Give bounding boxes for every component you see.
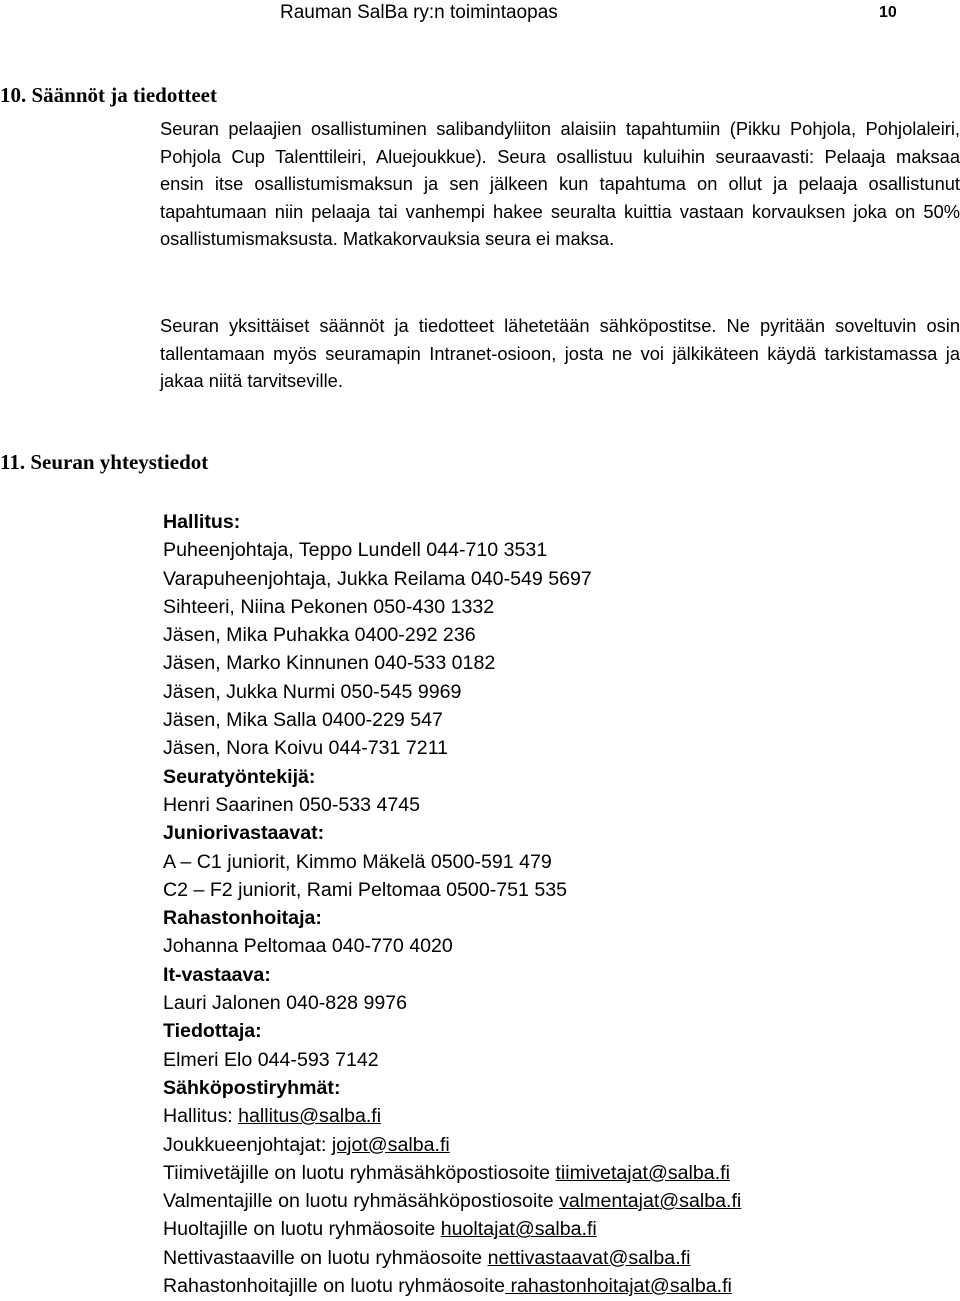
email-group-text: Tiimivetäjille on luotu ryhmäsähköpostiosoite	[163, 1161, 556, 1184]
it-vastaava-value: Lauri Jalonen 040-828 9976	[163, 992, 408, 1015]
hallitus-label: Hallitus:	[163, 511, 241, 533]
email-group-tiimivetajat	[163, 1159, 943, 1187]
email-link[interactable]: hallitus@salba.fi	[238, 1105, 382, 1128]
seuratyontekija-label: Seuratyöntekijä:	[163, 765, 316, 788]
section-10-paragraph-2	[160, 312, 960, 395]
email-group-text: Joukkueenjohtajat:	[163, 1133, 332, 1156]
board-member: Sihteeri, Niina Pekonen 050-430 1332	[163, 595, 495, 618]
board-member: Jäsen, Jukka Nurmi 050-545 9969	[163, 680, 462, 703]
board-member: Varapuheenjohtaja, Jukka Reilama 040-549 5697	[163, 567, 592, 590]
section-11-heading: 11. Seuran yhteystiedot	[0, 450, 209, 474]
email-link[interactable]: rahastonhoitajat@salba.fi	[505, 1275, 732, 1298]
email-link[interactable]: tiimivetajat@salba.fi	[555, 1161, 730, 1184]
email-group-hallitus	[163, 1102, 943, 1130]
email-group-text: Rahastonhoitajille on luotu ryhmäosoite	[163, 1275, 506, 1298]
email-link[interactable]: valmentajat@salba.fi	[559, 1190, 742, 1213]
email-group-text: Valmentajille on luotu ryhmäsähköpostiosoite	[163, 1190, 560, 1213]
email-group-huoltajat	[163, 1215, 943, 1243]
email-group-joukkueenjohtajat	[163, 1131, 943, 1159]
email-group-text: Hallitus:	[163, 1105, 239, 1128]
running-header-title: Rauman SalBa ry:n toimintaopas	[280, 2, 558, 23]
email-link[interactable]: jojot@salba.fi	[331, 1133, 450, 1156]
juniorivastaavat-label: Juniorivastaavat:	[163, 822, 325, 845]
it-vastaava-label: It-vastaava:	[163, 963, 271, 986]
board-member: Jäsen, Marko Kinnunen 040-533 0182	[163, 652, 496, 675]
tiedottaja-label: Tiedottaja:	[163, 1020, 262, 1043]
section-10-heading: 10. Säännöt ja tiedotteet	[0, 83, 217, 107]
email-link[interactable]: nettivastaavat@salba.fi	[487, 1246, 691, 1269]
board-member: Puheenjohtaja, Teppo Lundell 044-710 3531	[163, 539, 548, 562]
email-group-valmentajat	[163, 1187, 943, 1215]
rahastonhoitaja-value: Johanna Peltomaa 040-770 4020	[163, 935, 453, 958]
board-member: Jäsen, Mika Puhakka 0400-292 236	[163, 624, 476, 647]
sahkopostiryhmat-label: Sähköpostiryhmät:	[163, 1076, 341, 1099]
email-group-text: Huoltajille on luotu ryhmäosoite	[163, 1218, 441, 1241]
board-member: Jäsen, Nora Koivu 044-731 7211	[163, 737, 449, 760]
section-10-paragraph-1	[160, 115, 960, 253]
page-number: 10	[879, 4, 897, 21]
juniorivastaava-entry: C2 – F2 juniorit, Rami Peltomaa 0500-751 535	[163, 878, 568, 901]
email-group-nettivastaavat	[163, 1244, 943, 1272]
rahastonhoitaja-label: Rahastonhoitaja:	[163, 907, 322, 930]
email-group-rahastonhoitajat	[163, 1272, 943, 1300]
paragraph-text: Seuran pelaajien osallistuminen salibandyliiton alaisiin tapahtumiin (Pikku Pohjola, Pohjolaleiri, Pohjola Cup Talenttileiri, Aluejoukkue). Seura osallistuu kuluihin seuraavasti: Pelaaja maksaa ensin itse osallistumismaksun ja sen jälkeen kun tapahtuma on ollut ja pelaaja osallistunut tapahtumaan niin pelaaja tai vanhempi hakee seuralta kuittia vastaan korvauksen joka on 50% osallistumismaksusta. Matkakorvauksia seura ei maksa.	[160, 118, 960, 249]
tiedottaja-value: Elmeri Elo 044-593 7142	[163, 1048, 379, 1071]
email-group-text: Nettivastaaville on luotu ryhmäosoite	[163, 1246, 488, 1269]
board-member: Jäsen, Mika Salla 0400-229 547	[163, 709, 443, 732]
email-link[interactable]: huoltajat@salba.fi	[440, 1218, 597, 1241]
contact-list	[163, 508, 943, 1300]
juniorivastaava-entry: A – C1 juniorit, Kimmo Mäkelä 0500-591 479	[163, 850, 552, 873]
paragraph-text: Seuran yksittäiset säännöt ja tiedotteet lähetetään sähköpostitse. Ne pyritään soveltuvin osin tallentamaan myös seuramapin Intranet-osioon, josta ne voi jälkikäteen käydä tarkistamassa ja jakaa niitä tarvitseville.	[160, 315, 960, 391]
seuratyontekija-value: Henri Saarinen 050-533 4745	[163, 793, 421, 816]
